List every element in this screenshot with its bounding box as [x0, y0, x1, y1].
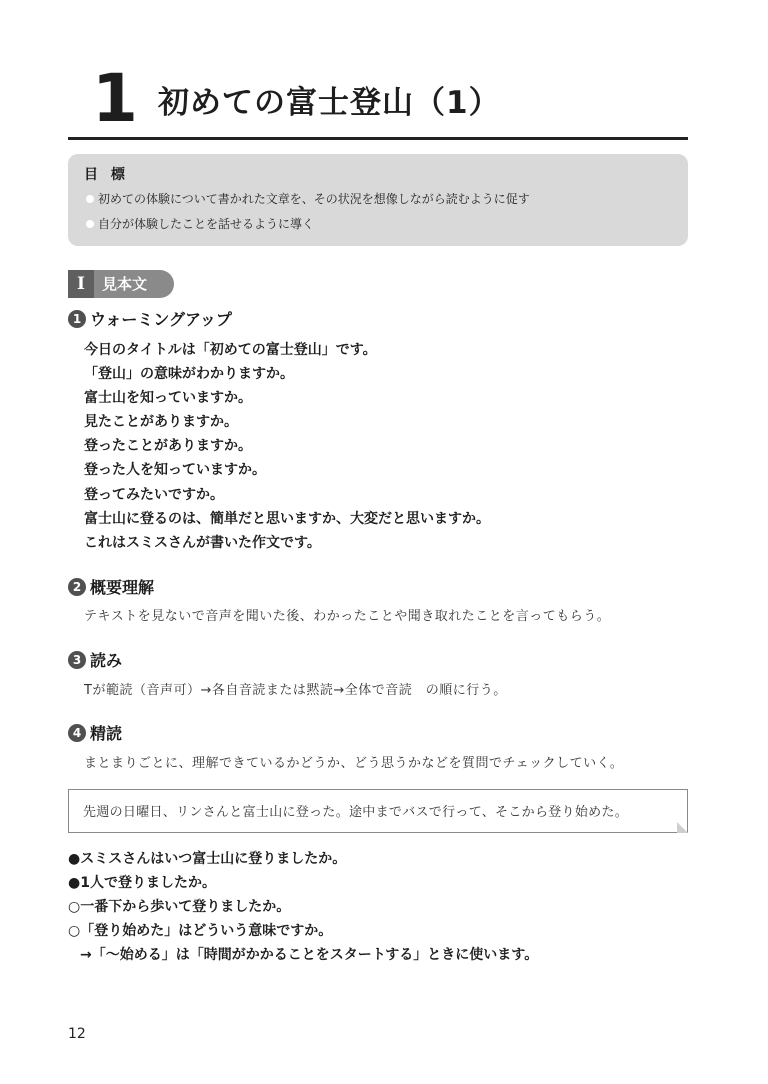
- page-number: 12: [68, 1026, 86, 1042]
- step-title: 概要理解: [90, 578, 155, 597]
- warmup-line: 登った人を知っていますか。: [84, 462, 266, 478]
- warmup-line: 富士山を知っていますか。: [84, 390, 252, 406]
- step-note: テキストを見ないで音声を聞いた後、わかったことや聞き取れたことを言ってもらう。: [84, 609, 611, 624]
- goal-text: 初めての体験について書かれた文章を、その状況を想像しながら読むように促す: [98, 192, 530, 206]
- section-label: 見本文: [102, 275, 148, 293]
- chapter-number: 1: [92, 60, 136, 137]
- goal-item: [86, 190, 530, 207]
- page-fold-corner: [677, 822, 688, 833]
- step-note: Tが範読（音声可）→各自音読または黙読→全体で音読 の順に行う。: [84, 683, 507, 698]
- chapter-title: 初めての富士登山（1）: [158, 85, 501, 121]
- step-heading-1: [68, 307, 232, 330]
- step-heading-3: [68, 648, 122, 671]
- question-line: ●スミスさんはいつ富士山に登りましたか。: [68, 851, 347, 867]
- warmup-line: 富士山に登るのは、簡単だと思いますか、大変だと思いますか。: [84, 511, 490, 527]
- step-title: 精読: [90, 724, 123, 743]
- warmup-line: 今日のタイトルは「初めての富士登山」です。: [84, 342, 377, 358]
- warmup-line: これはスミスさんが書いた作文です。: [84, 535, 321, 551]
- step-number-badge: 4: [68, 724, 86, 742]
- step-number-badge: 3: [68, 651, 86, 669]
- step-title: 読み: [90, 651, 123, 670]
- step-number-badge: 2: [68, 578, 86, 596]
- warmup-line: 登ったことがありますか。: [84, 438, 252, 454]
- bullet-icon: [86, 220, 94, 228]
- goals-heading: 目 標: [84, 167, 129, 183]
- step-title: ウォーミングアップ: [90, 310, 232, 329]
- excerpt-text: 先週の日曜日、リンさんと富士山に登った。途中までバスで行って、そこから登り始めた。: [83, 805, 629, 820]
- answer-line: →「〜始める」は「時間がかかることをスタートする」ときに使います。: [80, 947, 539, 963]
- step-number-badge: 1: [68, 310, 86, 328]
- goal-text: 自分が体験したことを話せるように導く: [98, 217, 315, 231]
- question-line: ●1人で登りましたか。: [68, 875, 216, 891]
- step-note: まとまりごとに、理解できているかどうか、どう思うかなどを質問でチェックしていく。: [84, 756, 624, 771]
- bullet-icon: [86, 195, 94, 203]
- question-line: ○一番下から歩いて登りましたか。: [68, 899, 291, 915]
- step-heading-2: [68, 575, 154, 598]
- step-heading-4: [68, 721, 122, 744]
- question-line: ○「登り始めた」はどういう意味ですか。: [68, 923, 333, 939]
- section-numeral: I: [68, 270, 94, 298]
- goal-item: [86, 215, 314, 232]
- warmup-line: 登ってみたいですか。: [84, 487, 224, 503]
- title-underline: [68, 137, 688, 140]
- warmup-line: 「登山」の意味がわかりますか。: [84, 366, 294, 382]
- warmup-line: 見たことがありますか。: [84, 414, 238, 430]
